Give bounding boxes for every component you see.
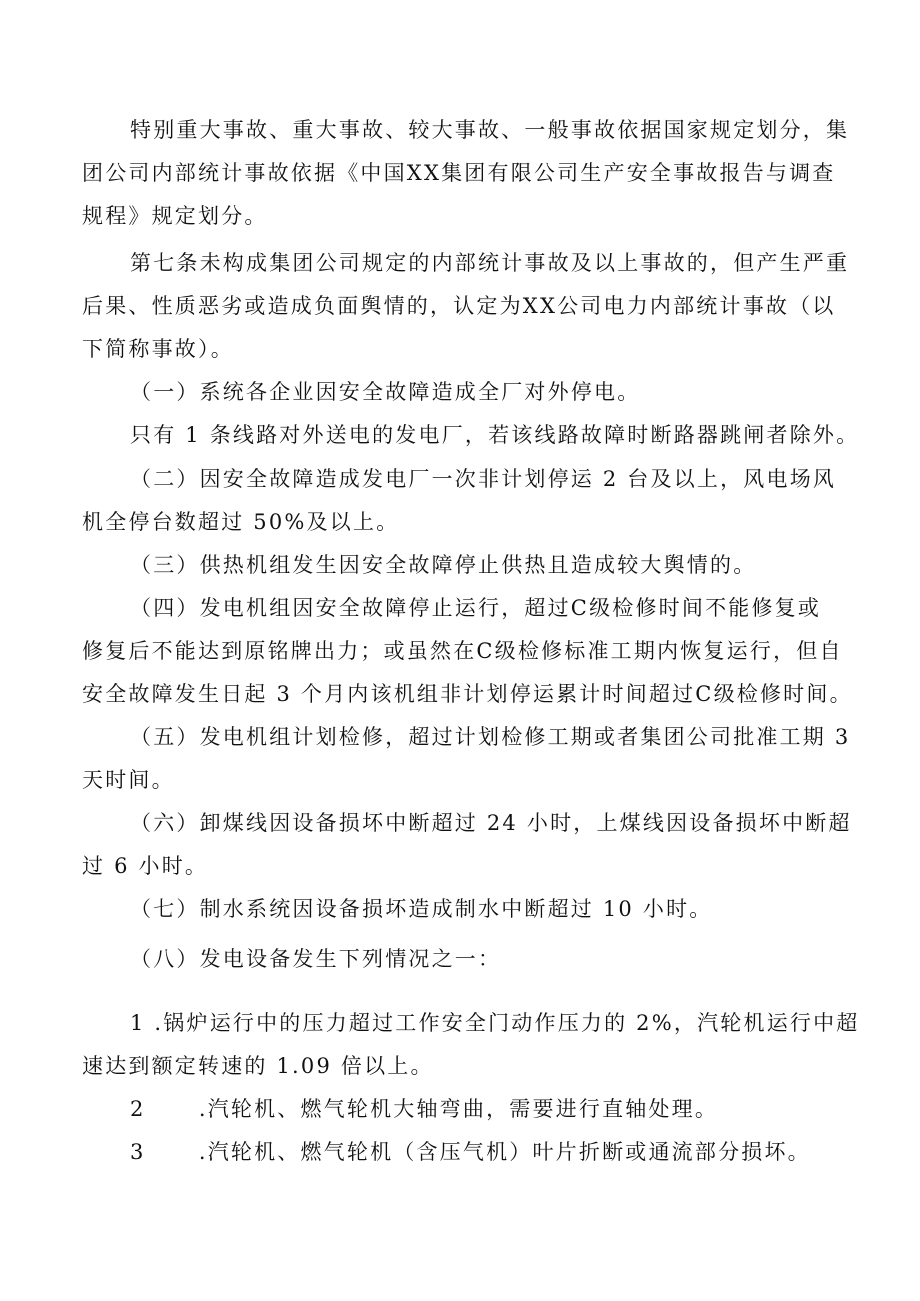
paragraph-line-3: 规程》规定划分。	[82, 204, 268, 228]
subitem-1-line-1: 1 .锅炉运行中的压力超过工作安全门动作压力的 2%，汽轮机运行中超	[130, 1011, 860, 1035]
item-6-line-2: 过 6 小时。	[82, 854, 209, 878]
item-2-line-1: （二）因安全故障造成发电厂一次非计划停运 2 台及以上，风电场风	[130, 467, 837, 491]
item-6-line-1: （六）卸煤线因设备损坏中断超过 24 小时，上煤线因设备损坏中断超	[130, 811, 852, 835]
item-8: （八）发电设备发生下列情况之一：	[130, 947, 502, 971]
article-7-line-1: 第七条未构成集团公司规定的内部统计事故及以上事故的，但产生严重	[130, 251, 850, 275]
paragraph-line-2: 团公司内部统计事故依据《中国XX集团有限公司生产安全事故报告与调查	[82, 161, 836, 185]
item-4-line-2: 修复后不能达到原铭牌出力；或虽然在C级检修标准工期内恢复运行，但自	[82, 639, 843, 663]
item-1-note: 只有 1 条线路对外送电的发电厂，若该线路故障时断路器跳闸者除外。	[130, 423, 860, 447]
article-7-line-3: 下简称事故）。	[82, 337, 234, 361]
item-4-line-1: （四）发电机组因安全故障停止运行，超过C级检修时间不能修复或	[130, 596, 822, 620]
item-2-line-2: 机全停台数超过 50%及以上。	[82, 510, 400, 534]
article-7-line-2: 后果、性质恶劣或造成负面舆情的，认定为XX公司电力内部统计事故（以	[82, 294, 836, 318]
item-7: （七）制水系统因设备损坏造成制水中断超过 10 小时。	[130, 897, 713, 921]
item-3: （三）供热机组发生因安全故障停止供热且造成较大舆情的。	[130, 553, 757, 577]
paragraph-line-1: 特别重大事故、重大事故、较大事故、一般事故依据国家规定划分，集	[130, 118, 850, 142]
item-1: （一）系统各企业因安全故障造成全厂对外停电。	[130, 380, 641, 404]
item-4-line-3: 安全故障发生日起 3 个月内该机组非计划停运累计时间超过C级检修时间。	[82, 682, 853, 706]
item-5-line-2: 天时间。	[82, 768, 175, 792]
subitem-1-line-2: 速达到额定转速的 1.09 倍以上。	[82, 1054, 434, 1078]
subitem-3: 3 .汽轮机、燃气轮机（含压气机）叶片折断或通流部分损坏。	[130, 1140, 811, 1164]
subitem-2: 2 .汽轮机、燃气轮机大轴弯曲，需要进行直轴处理。	[130, 1097, 719, 1121]
item-5-line-1: （五）发电机组计划检修，超过计划检修工期或者集团公司批准工期 3	[130, 725, 851, 749]
